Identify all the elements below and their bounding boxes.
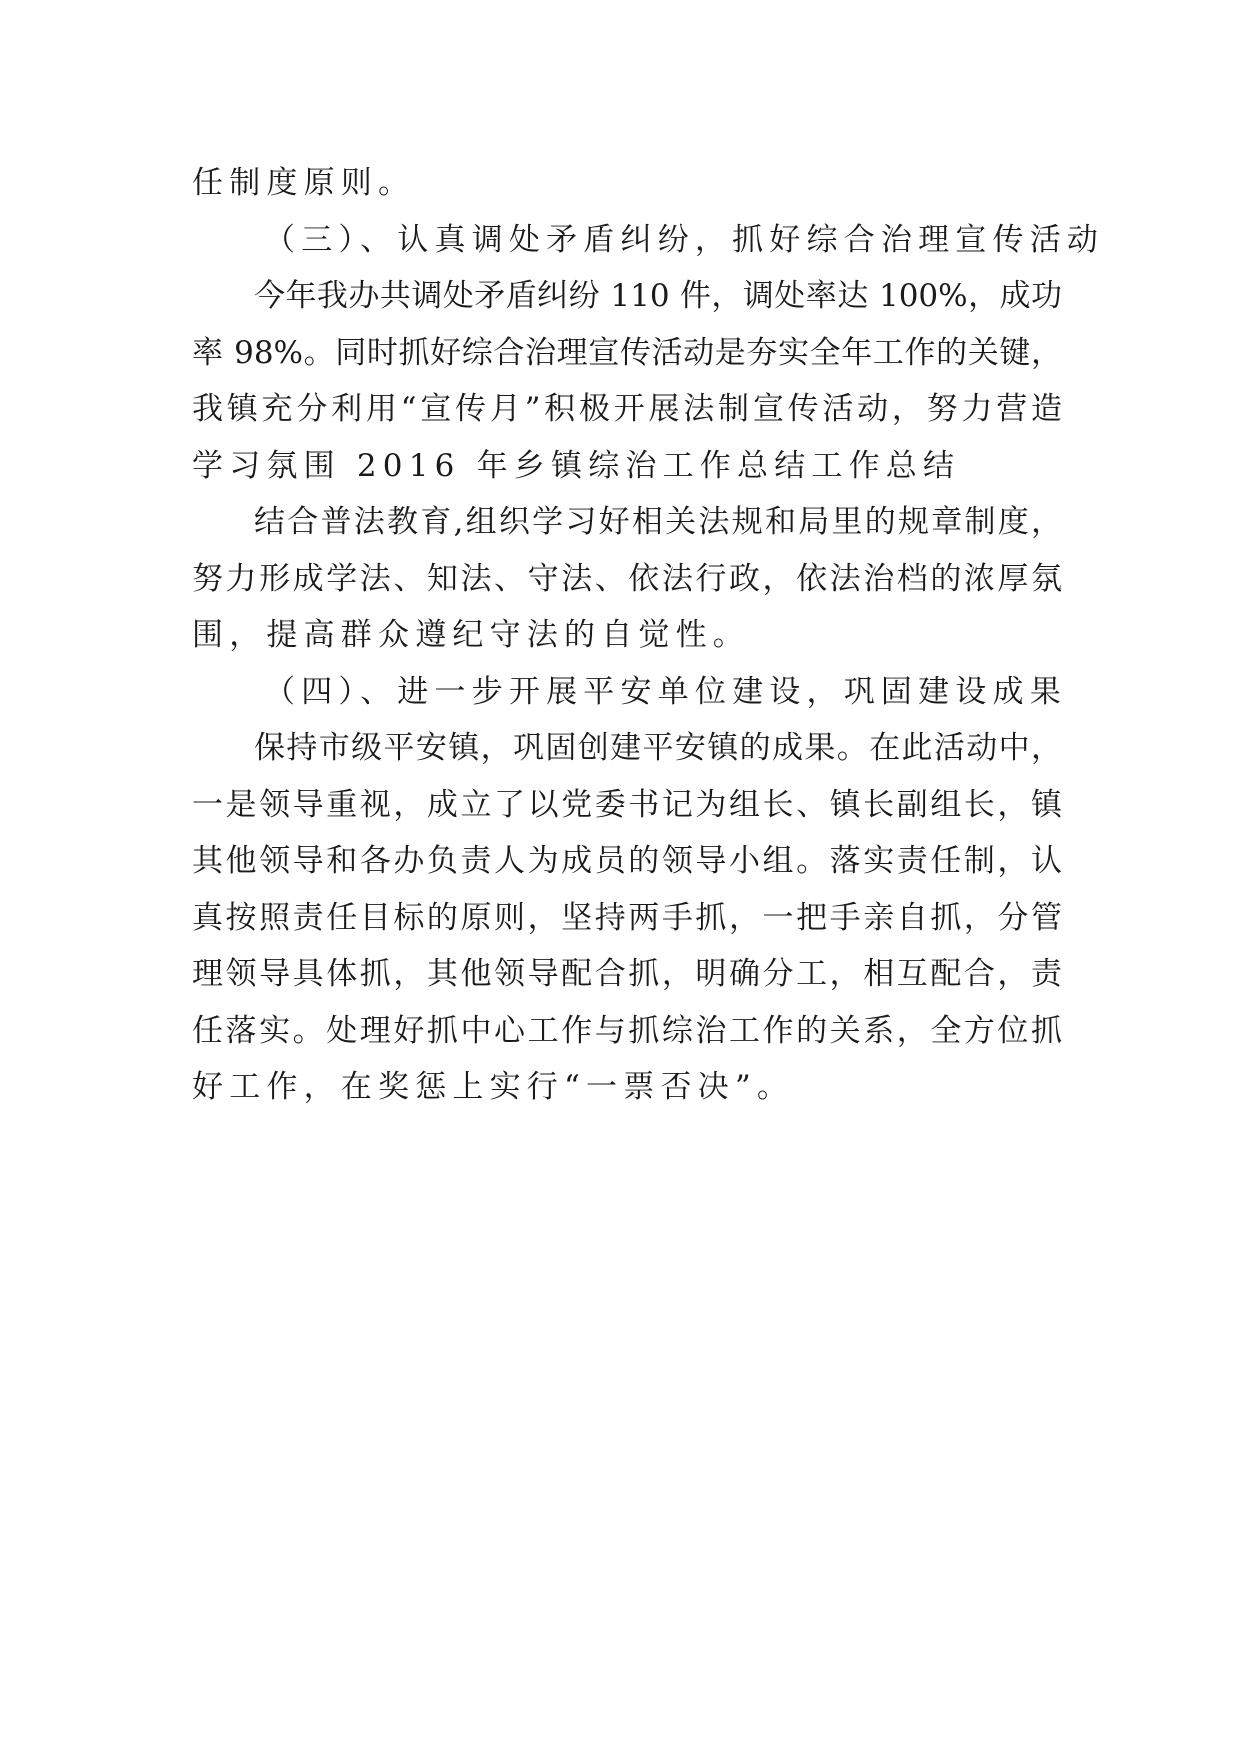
paragraph-line: 努力形成学法、知法、守法、依法行政，依法治档的浓厚氛 (192, 560, 1062, 597)
document-body (192, 155, 1105, 1116)
paragraph-line: 任落实。处理好抓中心工作与抓综治工作的关系，全方位抓 (192, 1012, 1062, 1049)
paragraph-line: 今年我办共调处矛盾纠纷 110 件，调处率达 100%，成功 (254, 278, 1062, 314)
paragraph-line: 学习氛围 2016 年乡镇综治工作总结工作总结 (192, 447, 961, 484)
paragraph-line: 理领导具体抓，其他领导配合抓，明确分工，相互配合，责 (192, 956, 1062, 992)
section-heading: （三）、认真调处矛盾纠纷，抓好综合治理宣传活动 (264, 221, 1105, 258)
paragraph-line: 保持市级平安镇，巩固创建平安镇的成果。在此活动中， (254, 730, 1062, 766)
paragraph-line: 其他领导和各办负责人为成员的领导小组。落实责任制，认 (192, 843, 1062, 879)
paragraph-line: 围，提高群众遵纪守法的自觉性。 (192, 617, 750, 653)
paragraph-line: 结合普法教育,组织学习好相关法规和局里的规章制度， (254, 504, 1062, 540)
paragraph-line: 一是领导重视，成立了以党委书记为组长、镇长副组长，镇 (192, 786, 1062, 823)
section-heading: （四）、进一步开展平安单位建设，巩固建设成果 (264, 673, 1067, 710)
paragraph-line: 率 98%。同时抓好综合治理宣传活动是夯实全年工作的关键， (192, 334, 1062, 371)
paragraph-line: 真按照责任目标的原则，坚持两手抓，一把手亲自抓，分管 (192, 899, 1062, 936)
paragraph-line: 我镇充分利用“宣传月”积极开展法制宣传活动，努力营造 (192, 391, 1062, 427)
paragraph-line: 任制度原则。 (192, 165, 416, 201)
paragraph-line: 好工作，在奖惩上实行“一票否决”。 (192, 1069, 795, 1105)
